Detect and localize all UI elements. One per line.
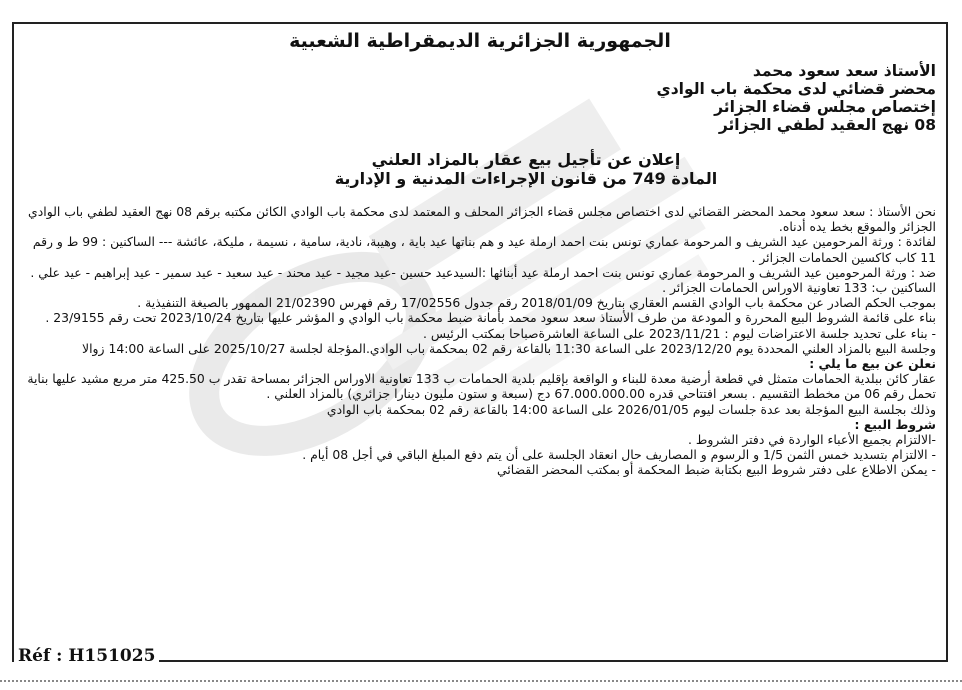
bailiff-name: الأستاذ سعد سعود محمد xyxy=(752,62,936,80)
republic-title: الجمهورية الجزائرية الديمقراطية الشعبية xyxy=(289,30,671,52)
sale-heading: نعلن عن بيع ما يلي : xyxy=(809,356,936,372)
paragraph-bailiff: نحن الأستاذ : سعد سعود محمد المحضر القضائي لدى اختصاص مجلس قضاء الجزائر المحلف و المعتمد لدى محكمة باب الوادي الكائن مكتبه برقم 08 نهج العقيد لطفي باب الوادي الجزائر والموقع بخط يده أدناه. xyxy=(28,204,936,235)
condition-item: -الالتزام بجميع الأعباء الواردة في دفتر الشروط . xyxy=(687,432,936,448)
paragraph-beneficiary: لفائدة : ورثة المرحومين عيد الشريف و المرحومة عماري تونس بنت احمد ارملة عيد و هم بناتها عيد باية ، وهيبة، نادية، سامية ، نسيمة ، مليكة، عائشة --- الساكنين : 99 ط و رقم 11 كاب كاكسين الحمامات الجزائر . xyxy=(32,234,936,265)
conditions-heading: شروط البيع : xyxy=(854,416,936,432)
paragraph-property: عقار كائن ببلدية الحمامات متمثل في قطعة أرضية معدة للبناء و الواقعة بإقليم بلدية الحمامات ب 133 تعاونية الاوراس الجزائر بمساحة تقدر ب 425.50 متر مربع مشيد عليها بناية تحمل رقم 06 من مخطط التقسيم . بسعر افتتاحي قدره 67.000.000.00 دج (سبعة و ستون مليون دينارا جزائري) بالمزاد العلني . xyxy=(27,371,936,402)
reference-code: Réf : H151025 xyxy=(14,646,159,666)
condition-item: - يمكن الاطلاع على دفتر شروط البيع بكتابة ضبط المحكمة أو بمكتب المحضر القضائي xyxy=(497,462,936,478)
paragraph-judgment: بموجب الحكم الصادر عن محكمة باب الوادي القسم العقاري بتاريخ 2018/01/09 رقم جدول 17/02556 رقم فهرس 21/02390 الممهور بالصيغة التنفيذية . xyxy=(137,295,936,311)
paragraph-against: ضد : ورثة المرحومين عيد الشريف و المرحومة عماري تونس بنت احمد ارملة عيد أبنائها :السيدعيد حسين -عيد مجيد - عيد محند - عيد سعيد - عيد سمير - عيد إبراهيم - عيد علي . xyxy=(30,264,936,280)
paragraph-residence: الساكنين ب: 133 تعاونية الاوراس الحمامات الجزائر . xyxy=(662,280,936,296)
bailiff-jurisdiction: إختصاص مجلس قضاء الجزائر xyxy=(714,98,936,116)
announcement-title: إعلان عن تأجيل بيع عقار بالمزاد العلني xyxy=(371,150,681,169)
bailiff-address: 08 نهج العقيد لطفي الجزائر xyxy=(718,116,936,134)
legal-notice xyxy=(24,26,936,478)
announcement-subtitle: المادة 749 من قانون الإجراءات المدنية و الإدارية xyxy=(334,169,718,188)
paragraph-postponed-session: وذلك بجلسة البيع المؤجلة بعد عدة جلسات ليوم 2026/01/05 على الساعة 14:00 بالقاعة رقم 02 بمحكمة باب الوادي xyxy=(326,401,936,417)
cut-line-divider xyxy=(0,680,962,682)
announcement-heading xyxy=(306,150,746,188)
condition-item: - الالتزام بتسديد خمس الثمن 1/5 و الرسوم و المصاريف حال انعقاد الجلسة على أن يتم دفع المبلغ الباقي في أجل 08 أيام . xyxy=(302,447,936,463)
bailiff-header xyxy=(24,62,936,134)
paragraph-conditions-list: بناء على قائمة الشروط البيع المحررة و المودعة من طرف الأستاذ سعد سعود محمد بأمانة ضبط محكمة باب الوادي و المؤشر عليها بتاريخ 2023/10/24 تحت رقم 23/9155 . xyxy=(45,310,936,326)
notice-body xyxy=(24,204,936,478)
paragraph-objections: - بناء على تحديد جلسة الاعتراضات ليوم : 2023/11/21 على الساعة العاشرةصباحا بمكتب الرئيس . xyxy=(422,325,936,341)
bailiff-court: محضر قضائي لدى محكمة باب الوادي xyxy=(656,80,936,98)
paragraph-auction-session: وجلسة البيع بالمزاد العلني المحددة يوم 2023/12/20 على الساعة 11:30 بالقاعة رقم 02 بمحكمة باب الوادي.المؤجلة لجلسة 2025/10/27 على الساعة 14:00 زوالا xyxy=(82,340,936,356)
